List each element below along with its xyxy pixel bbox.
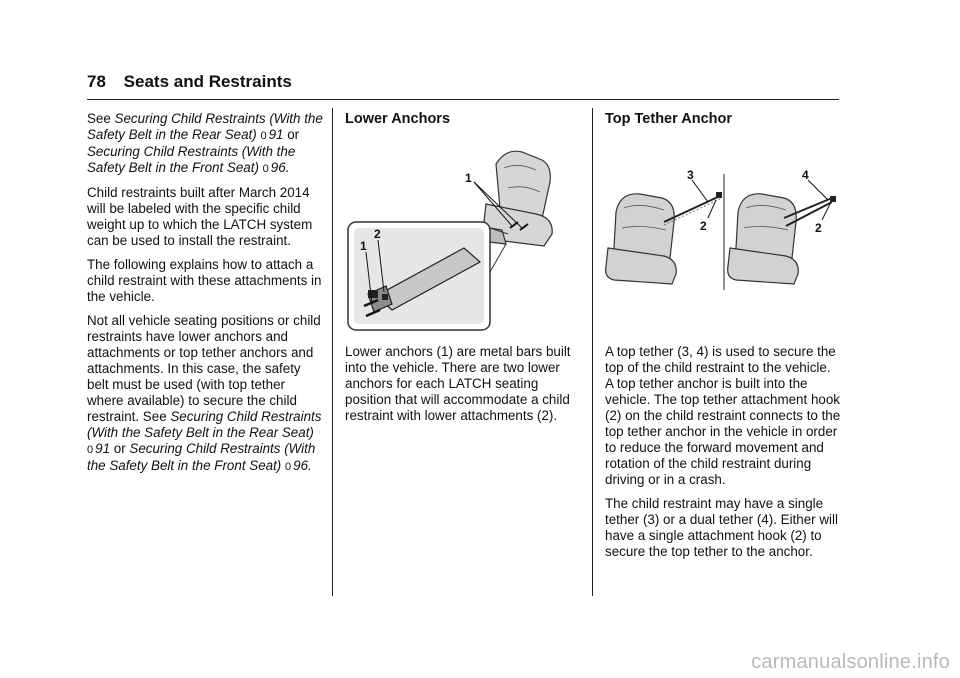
- xref-page-96-2[interactable]: 96: [293, 458, 309, 473]
- column-1: [87, 111, 323, 483]
- chapter-title: Seats and Restraints: [123, 72, 292, 91]
- column-divider-1: [332, 108, 333, 596]
- watermark: carmanualsonline.info: [751, 651, 950, 673]
- xref-front-seat-link[interactable]: Securing Child Restraints (With the Safety Belt in the Front Seat): [87, 144, 296, 175]
- latch-weight-paragraph: Child restraints built after March 2014 will be labeled with the specific child weight up to which the LATCH system can be used to install the restraint.: [87, 185, 313, 248]
- page-ref-icon: 0: [285, 461, 292, 473]
- attach-intro-paragraph: The following explains how to attach a child restraint with these attachments in the vehicle.: [87, 257, 322, 304]
- label-attachment-2: 2: [374, 227, 381, 241]
- label-inset-anchor-1: 1: [360, 239, 367, 253]
- page-number: 78: [87, 72, 106, 91]
- xref-rear-seat-link[interactable]: Securing Child Restraints (With the Safety Belt in the Rear Seat): [87, 111, 323, 142]
- label-hook-left-2: 2: [700, 219, 707, 233]
- xref-front-seat-link-2[interactable]: Securing Child Restraints (With the Safety Belt in the Front Seat): [87, 441, 316, 473]
- lower-anchors-figure: [346, 144, 578, 334]
- column-2-body: [345, 344, 583, 432]
- label-dual-tether-4: 4: [802, 168, 809, 182]
- column-3-body: [605, 344, 841, 568]
- page-header: [87, 72, 292, 92]
- see-also-paragraph: See Securing Child Restraints (With the Safety Belt in the Rear Seat) 0 91 or Securing Child Restraints (With the Safety Belt in the Front Seat) 0 96.: [87, 111, 323, 175]
- page-ref-icon: 0: [87, 444, 94, 456]
- single-dual-tether-paragraph: The child restraint may have a single tether (3) or a dual tether (4). Either will have a single attachment hook (2) to secure the top tether to the anchor.: [605, 496, 838, 559]
- header-rule: [87, 99, 839, 100]
- section-title-lower-anchors: Lower Anchors: [345, 111, 451, 127]
- xref-rear-seat-link-2[interactable]: Securing Child Restraints (With the Safety Belt in the Rear Seat): [87, 409, 322, 440]
- section-title-top-tether-anchor: Top Tether Anchor: [605, 111, 733, 127]
- lower-anchors-paragraph: Lower anchors (1) are metal bars built into the vehicle. There are two lower anchors for each LATCH seating position that will accommodate a child restraint with lower attachments (2).: [345, 344, 571, 423]
- label-single-tether-3: 3: [687, 168, 694, 182]
- label-anchor-1: 1: [465, 171, 472, 185]
- column-divider-2: [592, 108, 593, 596]
- seating-positions-paragraph: Not all vehicle seating positions or child restraints have lower anchors and attachments or top tether anchors and attachments. In this case, the safety belt must be used (with top tether where available) to secure the child restraint. See Securing Child Restraints (With the Safety Belt in the Rear Seat) 0 91 or Securing Child Restraints (With the Safety Belt in the Front Seat) 0 96.: [87, 313, 322, 473]
- top-tether-paragraph: A top tether (3, 4) is used to secure the top of the child restraint to the vehicle. A top tether anchor is built into the vehicle. The top tether attachment hook (2) on the child restraint connects to the top tether anchor in the vehicle in order to reduce the forward movement and rotation of the child restraint during driving or in a crash.: [605, 344, 841, 487]
- xref-page-91[interactable]: 91: [268, 127, 284, 142]
- page-ref-icon: 0: [262, 163, 269, 175]
- xref-page-96[interactable]: 96: [270, 160, 286, 175]
- label-hook-right-2: 2: [815, 221, 822, 235]
- page-ref-icon: 0: [260, 130, 267, 142]
- xref-page-91-2[interactable]: 91: [95, 441, 111, 456]
- top-tether-figure: [604, 168, 840, 292]
